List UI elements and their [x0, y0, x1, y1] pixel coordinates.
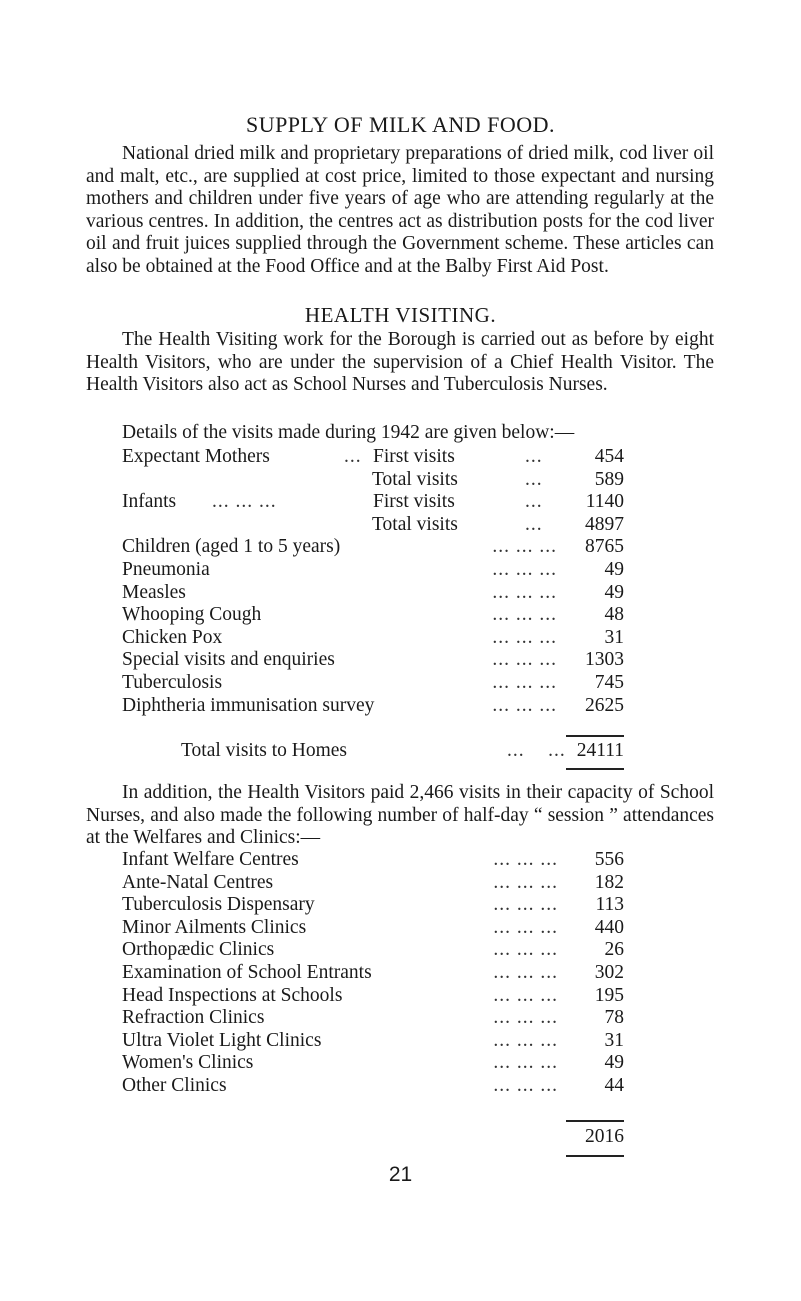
visits-total-dots: ... ...	[507, 740, 566, 761]
clinic-row-label: Tuberculosis Dispensary	[122, 894, 315, 916]
leader-dots: ... ... ...	[493, 1007, 558, 1029]
visits-row-value: 1140	[585, 491, 624, 513]
visits-row	[0, 694, 801, 717]
visits-row	[0, 490, 801, 513]
clinic-row-label: Infant Welfare Centres	[122, 849, 299, 870]
visits-row-value: 745	[594, 672, 624, 693]
visits-row-label: Measles	[122, 581, 186, 603]
supply-paragraph	[86, 143, 714, 279]
health-text: The Health Visiting work for the Borough is carried out as before by eight Health Visitors, who are under the supervision of a Chief Health Visitor. The Health Visitors also act as School Nurses and Tuberculosis Nurses.	[86, 329, 714, 396]
leader-dots: ... ... ...	[493, 962, 558, 983]
health-visiting-heading: HEALTH VISITING.	[304, 303, 497, 327]
visits-row	[0, 445, 801, 468]
leader-dots: ... ... ...	[493, 916, 558, 938]
clinic-row	[0, 871, 801, 894]
visits-row-label: Diphtheria immunisation survey	[122, 694, 375, 716]
leader-dots: ... ... ...	[492, 649, 557, 671]
supply-text: National dried milk and proprietary preparations of dried milk, cod liver oil and malt, etc., are supplied at cost price, limited to those expectant and nursing mothers and children under five years of age who are attending regularly at the various centres. In addition, the centres act as distribution posts for the cod liver oil and fruit juices supplied through the Government scheme. These articles can also be obtained at the Food Office and at the Balby First Aid Post.	[86, 143, 714, 277]
clinic-row-value: 113	[595, 894, 624, 916]
clinic-row-label: Refraction Clinics	[122, 1007, 265, 1029]
clinic-row-value: 556	[594, 849, 624, 870]
clinic-row-value: 44	[604, 1075, 624, 1096]
visits-row	[0, 603, 801, 626]
visits-rule-top	[566, 735, 624, 737]
leader-dots: ... ... ...	[493, 939, 558, 961]
clinic-row-value: 302	[594, 962, 624, 983]
visits-row	[0, 468, 801, 491]
clinic-row	[0, 916, 801, 939]
clinic-row	[0, 984, 801, 1007]
visits-row-value: 4897	[585, 513, 624, 535]
clinic-row-label: Head Inspections at Schools	[122, 984, 343, 1006]
leader-dots: ... ... ...	[493, 894, 558, 916]
leader-dots: ... ... ...	[492, 626, 557, 648]
visits-row	[0, 513, 801, 536]
leader-dots: ... ... ...	[212, 491, 277, 513]
health-paragraph	[86, 329, 714, 397]
visits-row-value: 454	[594, 446, 624, 467]
visits-row-sublabel: First visits	[373, 446, 455, 467]
visits-row	[0, 671, 801, 694]
clinic-row	[0, 1074, 801, 1097]
clinic-row	[0, 1051, 801, 1074]
leader-dots: ... ... ...	[492, 604, 557, 626]
clinic-row	[0, 961, 801, 984]
clinic-row-label: Ante-Natal Centres	[122, 871, 274, 893]
visits-row-label: Special visits and enquiries	[122, 649, 335, 671]
clinic-row	[0, 1006, 801, 1029]
visits-row-value: 48	[604, 604, 624, 626]
visits-row-label: Pneumonia	[122, 559, 210, 580]
leader-dots: ... ... ...	[493, 1075, 558, 1096]
visits-row	[0, 648, 801, 671]
visits-total-label: Total visits to Homes	[181, 740, 348, 761]
clinic-row-value: 31	[604, 1029, 624, 1051]
leader-dots: ... ... ...	[492, 559, 557, 580]
visits-row	[0, 626, 801, 649]
visits-row	[0, 558, 801, 581]
clinic-row-label: Orthopædic Clinics	[122, 939, 275, 961]
visits-row-value: 589	[594, 468, 624, 490]
visits-row-label: Tuberculosis	[122, 672, 223, 693]
clinics-rule-bottom	[566, 1155, 624, 1157]
visits-row-label: Children (aged 1 to 5 years)	[122, 536, 341, 558]
clinics-total-value: 2016	[585, 1126, 624, 1147]
visits-row	[0, 581, 801, 604]
leader-dots: ... ... ...	[492, 581, 557, 603]
visits-total-value: 24111	[576, 740, 624, 761]
visits-row-value: 49	[604, 581, 624, 603]
visits-row-sublabel: Total visits	[372, 513, 458, 535]
visits-row-label: Infants	[122, 491, 177, 513]
visits-row-value: 1303	[585, 649, 624, 671]
clinic-row-value: 26	[604, 939, 624, 961]
leader-dots: ... ... ...	[493, 849, 558, 870]
addition-text: In addition, the Health Visitors paid 2,466 visits in their capacity of School Nurses, and also made the following number of half-day “ session ” attendances at the Welfares and Clinics:—	[86, 782, 714, 849]
clinics-total-row	[0, 1125, 801, 1148]
leader-dots: ...	[525, 513, 543, 535]
clinic-row-value: 195	[594, 984, 624, 1006]
page-number: 21	[388, 1163, 413, 1186]
visits-row-label: Whooping Cough	[122, 604, 262, 626]
clinic-row	[0, 848, 801, 871]
leader-dots: ... ... ...	[493, 1052, 558, 1074]
visits-row-value: 49	[604, 559, 624, 580]
visits-row-sublabel: First visits	[373, 491, 455, 513]
clinic-row-label: Ultra Violet Light Clinics	[122, 1029, 322, 1051]
clinic-row-value: 440	[594, 916, 624, 938]
clinic-row-label: Women's Clinics	[122, 1052, 254, 1074]
visits-total-row	[0, 739, 801, 762]
visits-row-value: 2625	[585, 694, 624, 716]
visits-row-value: 8765	[585, 536, 624, 558]
clinic-row-label: Other Clinics	[122, 1075, 227, 1096]
leader-dots: ...	[525, 446, 543, 467]
visits-rule-bottom	[566, 768, 624, 770]
leader-dots: ... ... ...	[493, 984, 558, 1006]
supply-heading: SUPPLY OF MILK AND FOOD.	[245, 112, 556, 137]
clinic-row	[0, 1029, 801, 1052]
visits-row-label: Expectant Mothers	[122, 446, 270, 467]
leader-dots: ...	[344, 446, 362, 467]
clinic-row	[0, 893, 801, 916]
leader-dots: ... ... ...	[492, 672, 557, 693]
visits-row-sublabel: Total visits	[372, 468, 458, 490]
visits-row	[0, 535, 801, 558]
leader-dots: ... ... ...	[493, 1029, 558, 1051]
visits-row-label: Chicken Pox	[122, 626, 223, 648]
clinics-rule-top	[566, 1120, 624, 1122]
clinic-row	[0, 938, 801, 961]
details-intro: Details of the visits made during 1942 are given below:—	[122, 422, 575, 443]
leader-dots: ...	[525, 491, 543, 513]
leader-dots: ... ... ...	[492, 536, 557, 558]
clinic-row-label: Minor Ailments Clinics	[122, 916, 307, 938]
clinic-row-value: 78	[604, 1007, 624, 1029]
clinic-row-label: Examination of School Entrants	[122, 962, 372, 983]
leader-dots: ... ... ...	[493, 871, 558, 893]
visits-row-value: 31	[604, 626, 624, 648]
clinic-row-value: 182	[594, 871, 624, 893]
addition-paragraph	[86, 782, 714, 850]
clinic-row-value: 49	[604, 1052, 624, 1074]
leader-dots: ...	[525, 468, 543, 490]
leader-dots: ... ... ...	[492, 694, 557, 716]
